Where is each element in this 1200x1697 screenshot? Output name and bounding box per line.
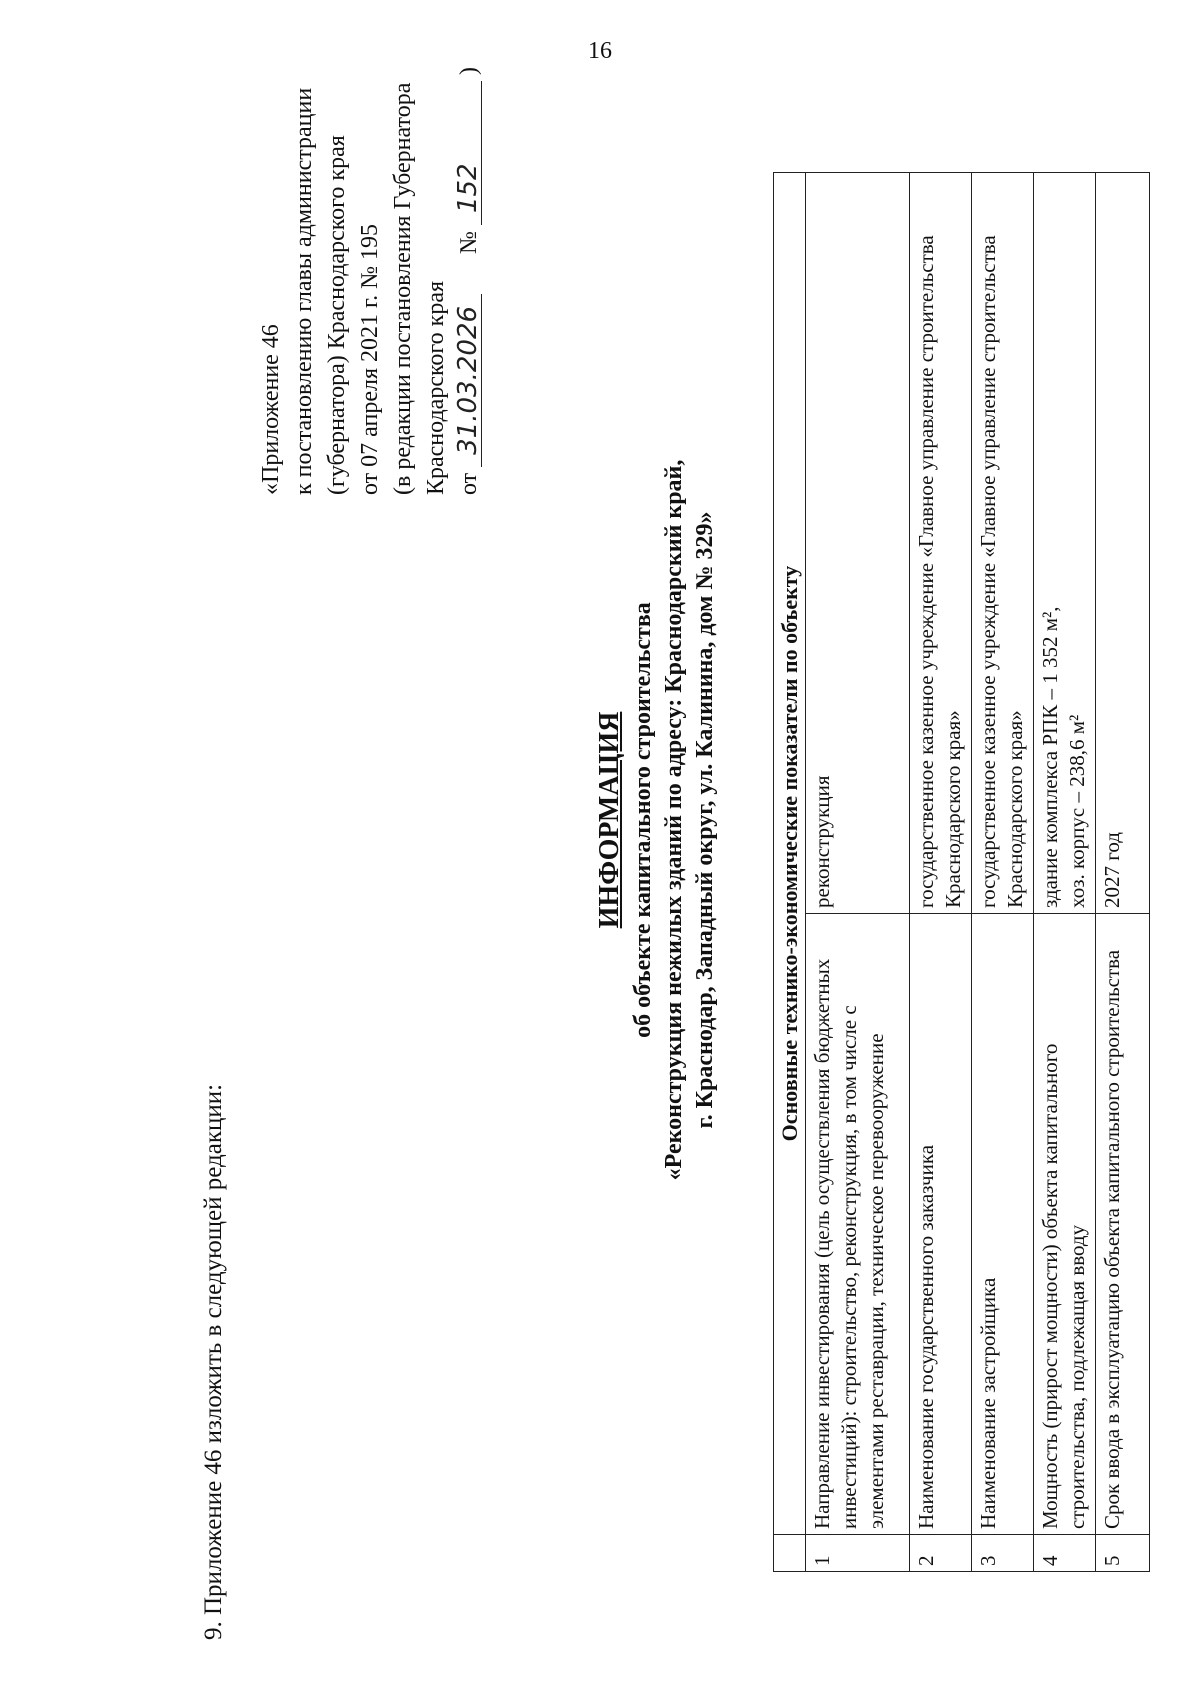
row-label: Наименование государственного заказчика [910, 914, 972, 1535]
table-row [972, 173, 1034, 1572]
appendix-line: (губернатора) Краснодарского края [324, 135, 350, 495]
row-label: Направление инвестирования (цель осуществления бюджетных инвестиций): строительство, реконструкция, в том числе с элементами реставрации, техническое перевооружение [806, 914, 910, 1535]
row-value: государственное казенное учреждение «Главное управление строительства Краснодарского края» [910, 173, 972, 914]
page-number: 16 [588, 38, 612, 64]
table-row [1096, 173, 1150, 1572]
row-value: реконструкция [806, 173, 910, 914]
table-row [806, 173, 910, 1572]
rotated-page-content [140, 67, 1190, 1640]
heading-line: «Реконструкция нежилых зданий по адресу: Краснодарский край, [661, 459, 687, 1181]
row-label: Наименование застройщика [972, 914, 1034, 1535]
table-row [1034, 173, 1096, 1572]
handwritten-date: 31.03.2026 [455, 294, 482, 467]
row-number: 4 [1034, 1535, 1096, 1572]
table-row [910, 173, 972, 1572]
appendix-line: «Приложение 46 [258, 324, 284, 495]
closing-paren: ) [456, 67, 482, 76]
indicators-table [773, 172, 1150, 1572]
appendix-date-line [453, 67, 486, 495]
appendix-line: к постановлению главы администрации [291, 87, 317, 495]
row-value: 2027 год [1096, 173, 1150, 914]
handwritten-number: 152 [455, 81, 482, 225]
number-prefix: № [456, 231, 482, 254]
document-heading [592, 300, 721, 1340]
appendix-line: от 07 апреля 2021 г. № 195 [357, 223, 383, 495]
appendix-block [255, 67, 486, 495]
heading-line: г. Краснодар, Западный округ, ул. Калинина, дом № 329» [692, 511, 718, 1129]
row-number: 3 [972, 1535, 1034, 1572]
row-value-line: здание комплекса РПК – 1 352 м², [1038, 606, 1062, 908]
appendix-line: Краснодарского края [423, 280, 449, 495]
heading-line: об объекте капитального строительства [630, 602, 656, 1038]
intro-line: 9. Приложение 46 изложить в следующей редакции: [200, 1083, 227, 1640]
row-label: Мощность (прирост мощности) объекта капитального строительства, подлежащая вводу [1034, 914, 1096, 1535]
row-number: 1 [806, 1535, 910, 1572]
row-label: Срок ввода в эксплуатацию объекта капитального строительства [1096, 914, 1150, 1535]
row-number: 5 [1096, 1535, 1150, 1572]
table-header-row [774, 173, 806, 1572]
row-number: 2 [910, 1535, 972, 1572]
appendix-line: (в редакции постановления Губернатора [390, 82, 416, 495]
date-prefix: от [456, 472, 482, 495]
row-value-line: хоз. корпус – 238,6 м² [1065, 714, 1089, 908]
row-value [1034, 173, 1096, 914]
table-header: Основные технико-экономические показатели по объекту [774, 173, 806, 1535]
heading-title: ИНФОРМАЦИЯ [594, 711, 625, 929]
row-value: государственное казенное учреждение «Главное управление строительства Краснодарского края» [972, 173, 1034, 914]
